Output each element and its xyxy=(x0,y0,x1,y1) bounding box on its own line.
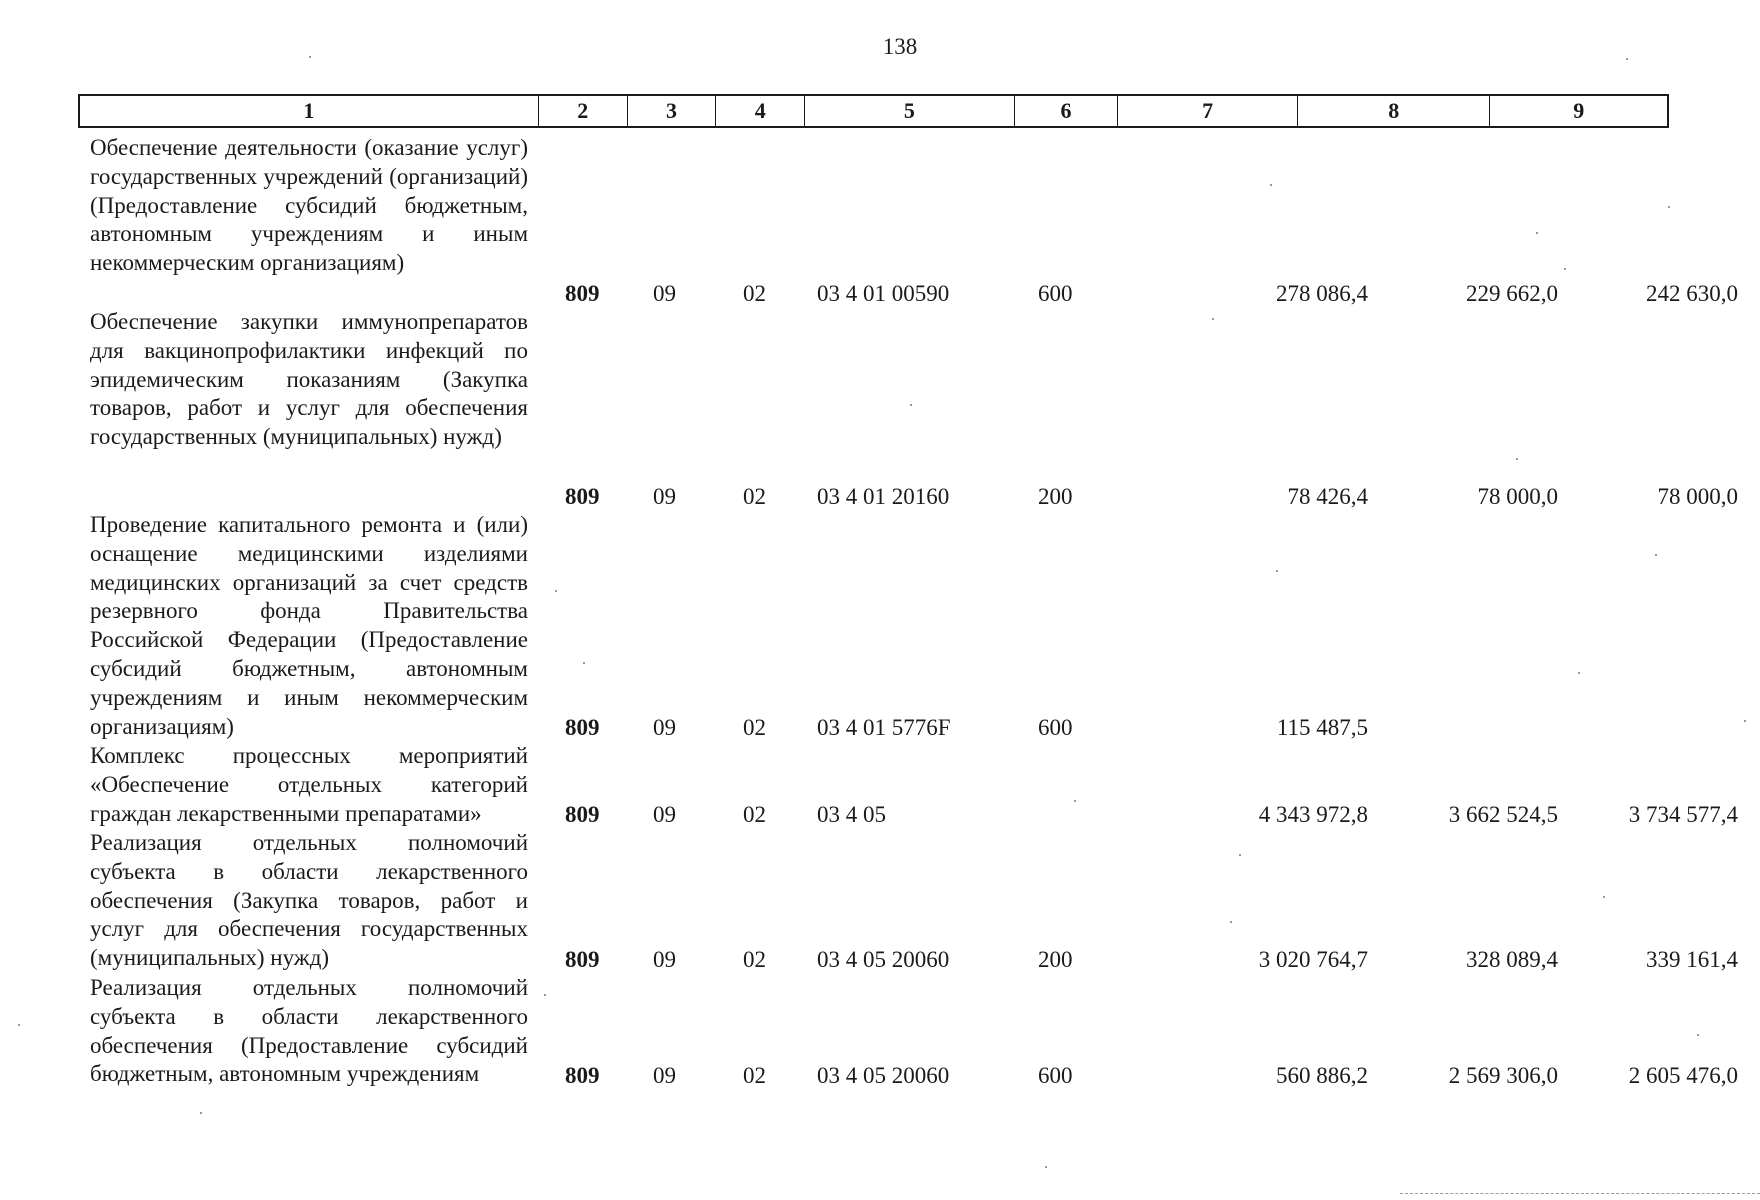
header-col-8: 8 xyxy=(1298,96,1491,126)
row-subsection: 02 xyxy=(743,1063,766,1088)
header-col-1: 1 xyxy=(80,96,539,126)
row-target-article: 03 4 05 20060 xyxy=(817,947,950,972)
header-col-5: 5 xyxy=(805,96,1014,126)
header-col-2: 2 xyxy=(539,96,628,126)
row-target-article: 03 4 01 5776F xyxy=(817,715,951,740)
row-target-article: 03 4 05 20060 xyxy=(817,1063,950,1088)
row-code: 809 xyxy=(565,281,600,306)
row-description: Обеспечение деятельности (оказание услуг) государственных учреждений (организаций) (Предоставление субсидий бюджетным, автономным учреждениям и иным некоммерческим организациям) xyxy=(90,135,528,276)
row-value-8: 3 662 524,5 xyxy=(1448,802,1558,827)
row-value-9: 3 734 577,4 xyxy=(1628,802,1738,827)
row-subsection: 02 xyxy=(743,281,766,306)
header-col-4: 4 xyxy=(716,96,805,126)
row-section: 09 xyxy=(653,281,676,306)
row-expense-type: 200 xyxy=(1038,947,1073,972)
row-value-9: 2 605 476,0 xyxy=(1628,1063,1738,1088)
row-subsection: 02 xyxy=(743,802,766,827)
row-code: 809 xyxy=(565,1063,600,1088)
row-value-9: 339 161,4 xyxy=(1646,947,1738,972)
header-col-3: 3 xyxy=(628,96,717,126)
table-row xyxy=(78,308,1738,511)
row-section: 09 xyxy=(653,947,676,972)
row-value-7: 4 343 972,8 xyxy=(1258,802,1368,827)
table-row xyxy=(78,511,1669,742)
row-value-7: 278 086,4 xyxy=(1276,281,1368,306)
row-subsection: 02 xyxy=(743,947,766,972)
header-col-6: 6 xyxy=(1015,96,1119,126)
table-row xyxy=(78,134,1738,308)
row-value-8: 2 569 306,0 xyxy=(1448,1063,1558,1088)
row-value-7: 78 426,4 xyxy=(1287,484,1368,509)
row-code: 809 xyxy=(565,484,600,509)
row-value-8: 229 662,0 xyxy=(1466,281,1558,306)
row-section: 09 xyxy=(653,715,676,740)
row-description: Реализация отдельных полномочий субъекта в области лекарственного обеспечения (Предоставление субсидий бюджетным, автономным учреждениям xyxy=(90,975,528,1087)
header-col-9: 9 xyxy=(1573,98,1585,123)
row-description: Реализация отдельных полномочий субъекта в области лекарственного обеспечения (Закупка товаров, работ и услуг для обеспечения государственных (муниципальных) нужд) xyxy=(90,830,528,971)
header-col-7: 7 xyxy=(1118,96,1298,126)
row-value-9: 242 630,0 xyxy=(1646,281,1738,306)
row-code: 809 xyxy=(565,715,600,740)
row-value-7: 560 886,2 xyxy=(1276,1063,1368,1088)
row-code: 809 xyxy=(565,947,600,972)
row-value-8: 78 000,0 xyxy=(1477,484,1558,509)
row-subsection: 02 xyxy=(743,484,766,509)
row-expense-type: 600 xyxy=(1038,1063,1073,1088)
row-section: 09 xyxy=(653,484,676,509)
row-value-7: 3 020 764,7 xyxy=(1258,947,1368,972)
row-expense-type: 600 xyxy=(1038,281,1073,306)
table-row xyxy=(78,974,1738,1090)
row-section: 09 xyxy=(653,802,676,827)
row-value-7: 115 487,5 xyxy=(1276,715,1368,740)
table-row xyxy=(78,829,1738,974)
scan-edge-line xyxy=(1400,1193,1760,1194)
row-subsection: 02 xyxy=(743,715,766,740)
row-value-9: 78 000,0 xyxy=(1657,484,1738,509)
row-section: 09 xyxy=(653,1063,676,1088)
row-code: 809 xyxy=(565,802,600,827)
row-target-article: 03 4 01 20160 xyxy=(817,484,950,509)
row-value-8: 328 089,4 xyxy=(1466,947,1558,972)
row-expense-type: 600 xyxy=(1038,715,1073,740)
row-target-article: 03 4 05 xyxy=(817,802,886,827)
row-description: Обеспечение закупки иммунопрепаратов для вакцинопрофилактики инфекций по эпидемическим показаниям (Закупка товаров, работ и услуг для обеспечения государственных (муниципальных) нужд) xyxy=(90,309,528,450)
row-description: Комплекс процессных мероприятий «Обеспечение отдельных категорий граждан лекарственными препаратами» xyxy=(90,743,528,826)
row-target-article: 03 4 01 00590 xyxy=(817,281,950,306)
row-expense-type: 200 xyxy=(1038,484,1073,509)
page-number: 138 xyxy=(882,34,918,59)
table-header xyxy=(78,94,1669,128)
table-row xyxy=(78,742,1738,829)
row-description: Проведение капитального ремонта и (или) оснащение медицинскими изделиями медицинских организаций за счет средств резервного фонда Правительства Российской Федерации (Предоставление субсидий бюджетным, автономным учреждениям и иным некоммерческим организациям) xyxy=(90,512,528,739)
